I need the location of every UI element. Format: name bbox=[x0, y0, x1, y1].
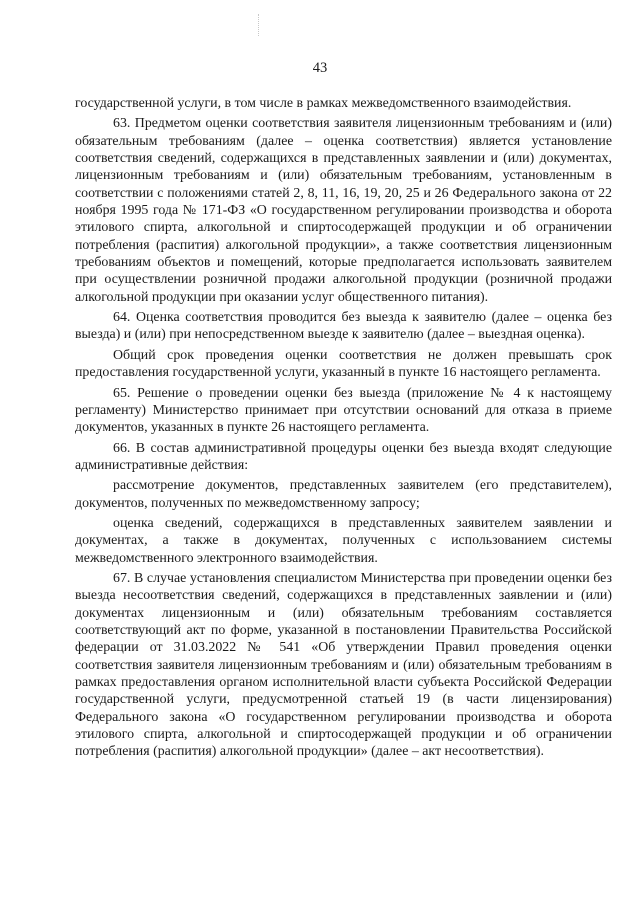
paragraph-66-item-2: оценка сведений, содержащихся в представленных заявителем заявлении и документах, а также в документах, полученных с использованием системы межведомственного электронного взаимодействия. bbox=[75, 515, 612, 566]
paragraph-65: 65. Решение о проведении оценки без выезда (приложение № 4 к настоящему регламенту) Министерство принимает при отсутствии оснований для отказа в приеме документов, указанных в пункте 26 настоящего регламента. bbox=[75, 385, 612, 436]
scan-artifact-line bbox=[258, 14, 260, 36]
paragraph-64: 64. Оценка соответствия проводится без выезда к заявителю (далее – оценка без выезда) и (или) при непосредственном выезде к заявителю (далее – выездная оценка). bbox=[75, 310, 612, 343]
paragraph-64-term: Общий срок проведения оценки соответствия не должен превышать срок предоставления государственной услуги, указанный в пункте 16 настоящего регламента. bbox=[75, 347, 612, 381]
paragraph-continuation: государственной услуги, в том числе в рамках межведомственного взаимодействия. bbox=[75, 96, 572, 111]
paragraph-66: 66. В состав административной процедуры оценки без выезда входят следующие административные действия: bbox=[75, 440, 612, 473]
paragraph-67: 67. В случае установления специалистом Министерства при проведении оценки без выезда несоответствия сведений, содержащихся в представленных заявлении и (или) документах лицензионным и (или) обязательным требованиям составляется соответствующий акт по форме, указанной в постановлении Правительства Российской федерации от 31.03.2022 № 541 «Об утверждении Правил проведения оценки соответствия заявителя лицензионным требованиям и (или) обязательным требованиям в рамках предоставления органом исполнительной власти субъекта Российской Федерации государственной услуги, предусмотренной статьей 19 (в части лицензирования) Федерального закона «О государственном регулировании производства и оборота этилового спирта, алкогольной и спиртосодержащей продукции и об ограничении потребления (распития) алкогольной продукции» (далее – акт несоответствия). bbox=[75, 570, 612, 760]
page-number: 43 bbox=[312, 60, 328, 76]
paragraph-63: 63. Предметом оценки соответствия заявителя лицензионным требованиям и (или) обязательным требованиям (далее – оценка соответствия) является установление соответствия сведений, содержащихся в представленных заявлении и (или) документах, лицензионным требованиям и (или) обязательным требованиям, установленным в соответствии с положениями статей 2, 8, 11, 16, 19, 20, 25 и 26 Федерального закона от 22 ноября 1995 года № 171-ФЗ «О государственном регулировании производства и оборота этилового спирта, алкогольной и спиртосодержащей продукции и об ограничении потребления (распития) алкогольной продукции», а также соответствия лицензионным требованиям объектов и помещений, которые предполагается использовать заявителем при осуществлении розничной продажи алкогольной продукции (розничной продажи алкогольной продукции при оказании услуг общественного питания). bbox=[75, 116, 612, 305]
paragraph-66-item-1: рассмотрение документов, представленных заявителем (его представителем), документов, полученных по межведомственному запросу; bbox=[75, 478, 612, 511]
document-body bbox=[75, 95, 612, 764]
